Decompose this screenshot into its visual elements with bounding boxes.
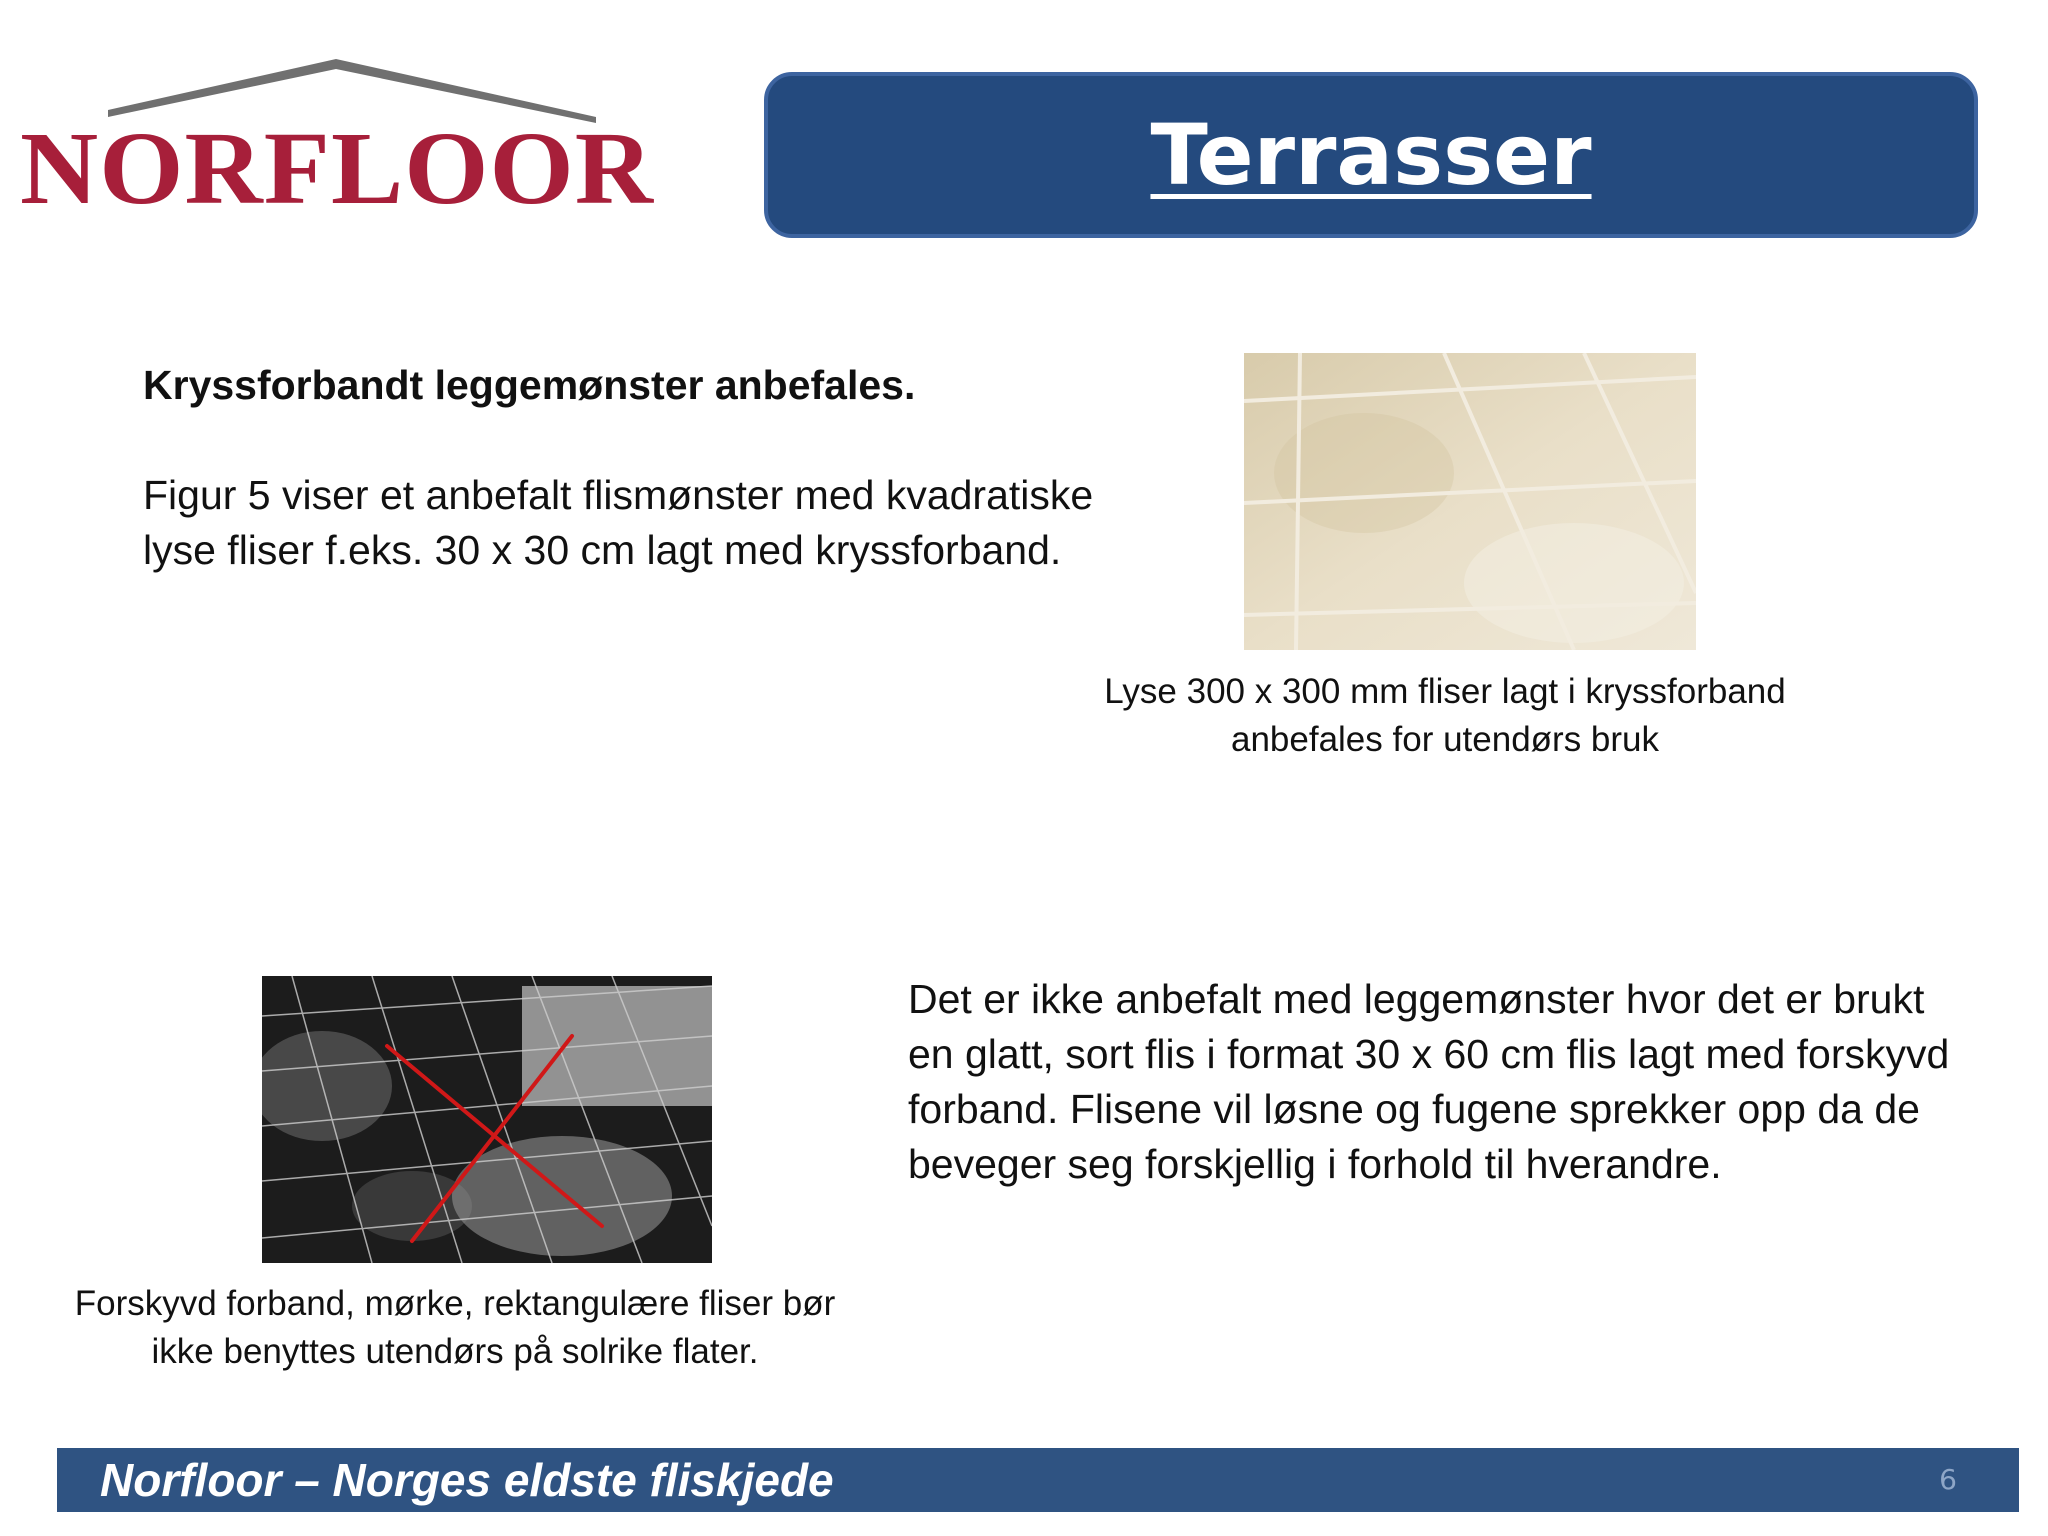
logo-text: NORFLOOR (20, 111, 655, 215)
light-tile-photo (1244, 353, 1696, 650)
page-title: Terrasser (1150, 106, 1592, 204)
title-banner (764, 72, 1978, 238)
footer-text: Norfloor – Norges eldste fliskjede (100, 1454, 834, 1506)
dark-tile-photo (262, 976, 712, 1263)
intro-heading: Kryssforbandt leggemønster anbefales. (143, 362, 916, 408)
dark-tile-caption: Forskyvd forband, mørke, rektangulære fliser bør ikke benyttes utendørs på solrike flater. (74, 1284, 836, 1371)
intro-body: Figur 5 viser et anbefalt flismønster med kvadratiske lyse fliser f.eks. 30 x 30 cm lagt med kryssforband. (143, 472, 1094, 573)
warning-paragraph: Det er ikke anbefalt med leggemønster hvor det er brukt en glatt, sort flis i format 30 x 60 cm flis lagt med forskyvd forband. Flisene vil løsne og fugene sprekker opp da de beveger seg forskjellig i forhold til hverandre. (908, 976, 1950, 1187)
norfloor-logo (18, 55, 658, 215)
page-number: 6 (1939, 1463, 1957, 1496)
light-tile-caption: Lyse 300 x 300 mm fliser lagt i kryssforband anbefales for utendørs bruk (1104, 672, 1786, 759)
